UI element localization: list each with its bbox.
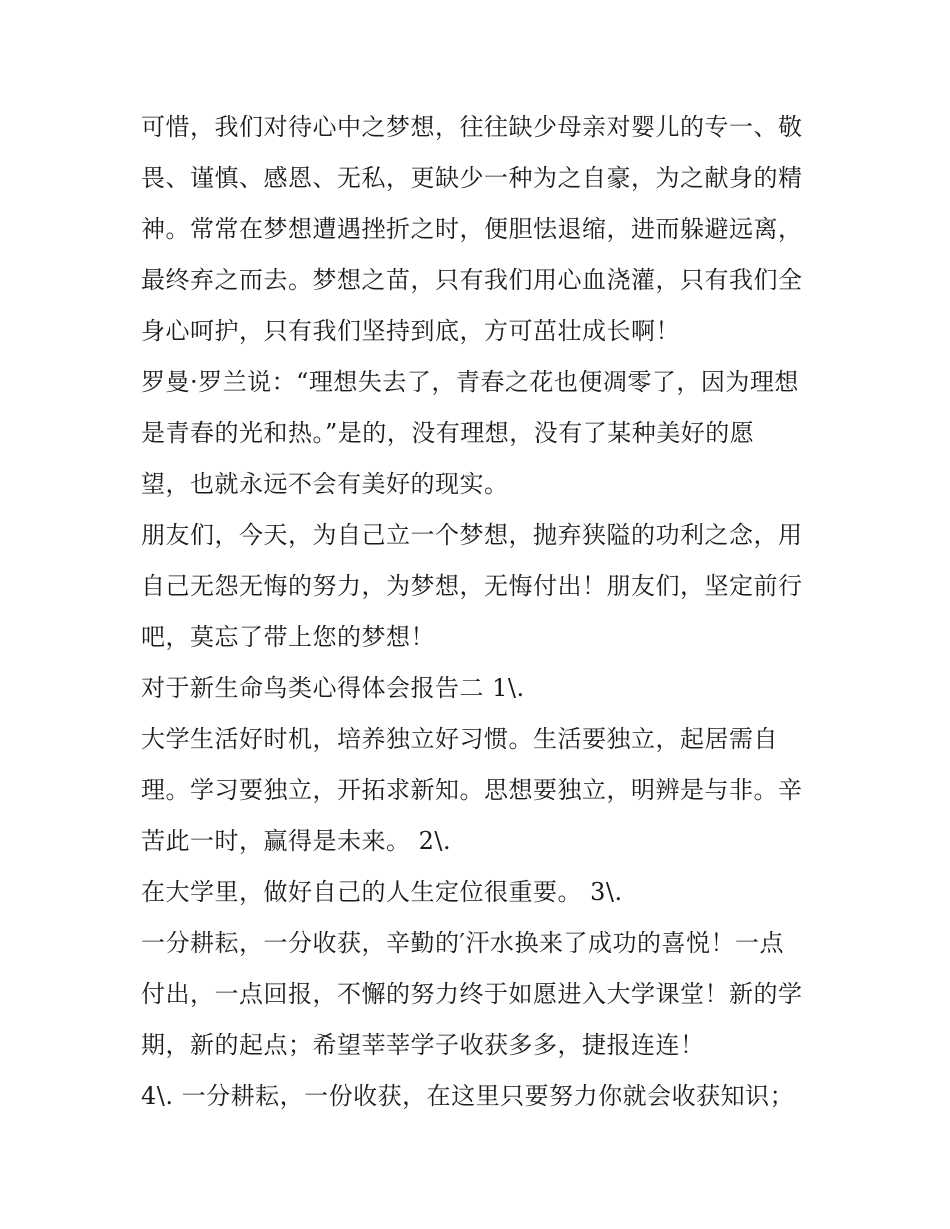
- text-line: 吧，莫忘了带上您的梦想！: [141, 623, 435, 651]
- text-line: 可惜，我们对待心中之梦想，往往缺少母亲对婴儿的专一、敬: [141, 113, 803, 141]
- text-line: 畏、谨慎、感恩、无私，更缺少一种为之自豪，为之献身的精: [141, 164, 803, 192]
- text-line: 一分耕耘，一分收获，辛勤的′汗水换来了成功的喜悦！一点: [141, 929, 784, 957]
- text-line: 4\. 一分耕耘，一份收获，在这里只要努力你就会收获知识；: [141, 1082, 795, 1110]
- text-line: 神。常常在梦想遭遇挫折之时，便胆怯退缩，进而躲避远离，: [141, 215, 803, 243]
- text-line: 付出，一点回报，不懈的努力终于如愿进入大学课堂！新的学: [141, 980, 803, 1008]
- section-heading: 对于新生命鸟类心得体会报告二 1\.: [141, 674, 525, 702]
- text-line: 罗曼·罗兰说：“理想失去了，青春之花也便凋零了，因为理想: [141, 368, 799, 396]
- text-line: 望，也就永远不会有美好的现实。: [141, 470, 509, 498]
- text-line: 理。学习要独立，开拓求新知。思想要独立，明辨是与非。辛: [141, 776, 803, 804]
- text-line: 身心呵护，只有我们坚持到底，方可茁壮成长啊！: [141, 317, 680, 345]
- text-line: 最终弃之而去。梦想之苗，只有我们用心血浇灌，只有我们全: [141, 266, 803, 294]
- text-line: 苦此一时，赢得是未来。 2\.: [141, 827, 452, 855]
- text-line: 大学生活好时机，培养独立好习惯。生活要独立，起居需自: [141, 725, 778, 753]
- text-line: 期，新的起点；希望莘莘学子收获多多，捷报连连！: [141, 1031, 705, 1059]
- text-line: 自己无怨无悔的努力，为梦想，无悔付出！朋友们，坚定前行: [141, 572, 803, 600]
- text-line: 在大学里，做好自己的人生定位很重要。 3\.: [141, 878, 623, 906]
- text-line: 朋友们，今天，为自己立一个梦想，抛弃狭隘的功利之念，用: [141, 521, 803, 549]
- text-line: 是青春的光和热。”是的，没有理想，没有了某种美好的愿: [141, 419, 755, 447]
